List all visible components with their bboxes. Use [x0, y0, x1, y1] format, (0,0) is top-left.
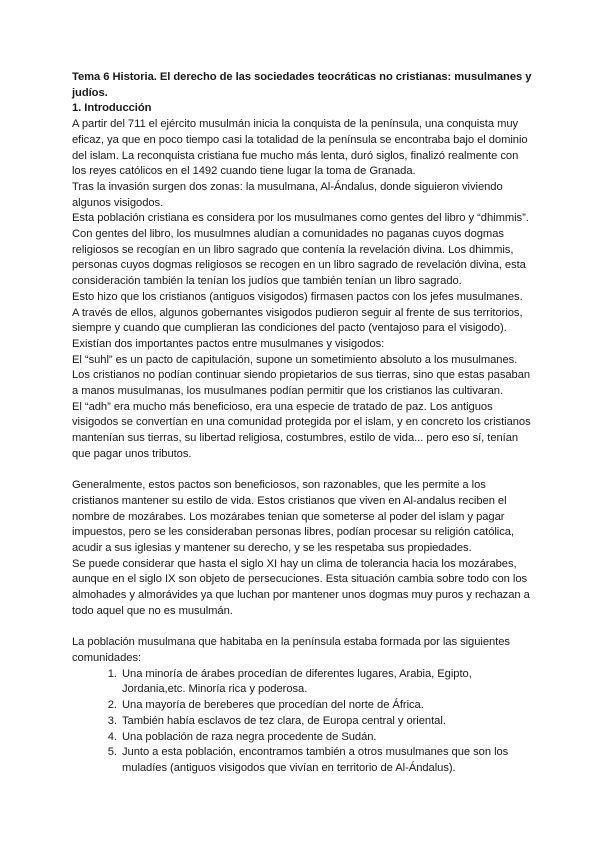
- paragraph-spacer: [72, 463, 534, 479]
- list-item: 2. Una mayoría de bereberes que procedían del norte de África.: [120, 698, 534, 714]
- paragraph: Esta población cristiana es considera por los musulmanes como gentes del libro y “dhimmis”. Con gentes del libro, los musulmnes aludían a comunidades no paganas cuyos dogmas religiosos se recogían en un libro sagrado que contenía la revelación divina. Los dhimmis, personas cuyos dogmas religiosos se recogen en un libro sagrado de revelación divina, esta consideración también la tenían los judíos que también tenían un libro sagrado.: [72, 212, 529, 288]
- document-title: Tema 6 Historia. El derecho de las sociedades teocráticas no cristianas: musulmanes y judíos.: [72, 71, 532, 99]
- paragraph-spacer: [72, 620, 534, 636]
- paragraph: El “suhl” es un pacto de capitulación, supone un sometimiento absoluto a los musulmanes. Los cristianos no podían continuar siendo propietarios de sus tierras, sino que estas pasaban a manos musulmanas, los musulmanes podían permitir que los cristianos las cultivaran.: [72, 353, 531, 398]
- paragraph: A partir del 711 el ejército musulmán inicia la conquista de la península, una conquista muy eficaz, ya que en poco tiempo casi la totalidad de la península se encontraba bajo el dominio del islam. La reconquista cristiana fue mucho más lenta, duró siglos, finalizó realmente con los reyes católicos en el 1492 cuando tiene lugar la toma de Granada.: [72, 118, 528, 178]
- list-item: 1. Una minoría de árabes procedían de diferentes lugares, Arabia, Egipto, Jordania,etc. Minoría rica y poderosa.: [120, 667, 534, 698]
- list-item: 5. Junto a esta población, encontramos también a otros musulmanes que son los muladíes (antiguos visigodos que vivían en territorio de Al-Ándalus).: [120, 745, 534, 776]
- paragraph: Esto hizo que los cristianos (antiguos visigodos) firmasen pactos con los jefes musulmanes.: [72, 290, 523, 303]
- list-intro: La población musulmana que habitaba en la península estaba formada por las siguientes comunidades:: [72, 636, 510, 664]
- section-heading: 1. Introducción: [72, 102, 152, 115]
- paragraph: El “adh” era mucho más beneficioso, era una especie de tratado de paz. Los antiguos visigodos se convertían en una comunidad protegida por el islam, y en concreto los cristianos mantenían sus tierras, su libertad religiosa, costumbres, estilo de vida... pero eso sí, tenían que pagar unos tributos.: [72, 400, 531, 460]
- paragraph: Existían dos importantes pactos entre musulmanes y visigodos:: [72, 337, 385, 350]
- paragraph: Tras la invasión surgen dos zonas: la musulmana, Al-Ándalus, donde siguieron viviendo algunos visigodos.: [72, 180, 503, 209]
- paragraph: Se puede considerar que hasta el siglo XI hay un clima de tolerancia hacia los mozárabes, aunque en el siglo IX son objeto de persecuciones. Esta situación cambia sobre todo con los almohades y almorávides ya que luchan por mantener unos dogmas muy puros y rechazan a todo aquel que no es musulmán.: [72, 557, 530, 617]
- document-page: [72, 70, 534, 777]
- paragraph: A través de ellos, algunos gobernantes visigodos pudieron seguir al frente de sus territorios, siempre y cuando que cumplieran las condiciones del pacto (ventajoso para el visigodo).: [72, 306, 523, 335]
- list-item: 4. Una población de raza negra procedente de Sudán.: [120, 730, 534, 746]
- paragraph: Generalmente, estos pactos son beneficiosos, son razonables, que les permite a los cristianos mantener su estilo de vida. Estos cristianos que viven en Al-andalus reciben el nombre de mozárabes. Los mozárabes tenian que someterse al poder del islam y pagar impuestos, pero se les consideraban personas libres, podían procesar su religión católica, acudir a sus iglesias y mantener su derecho, y se les respetaba sus propiedades.: [72, 479, 515, 555]
- list-item: 3. También había esclavos de tez clara, de Europa central y oriental.: [120, 714, 534, 730]
- communities-list: [72, 667, 534, 777]
